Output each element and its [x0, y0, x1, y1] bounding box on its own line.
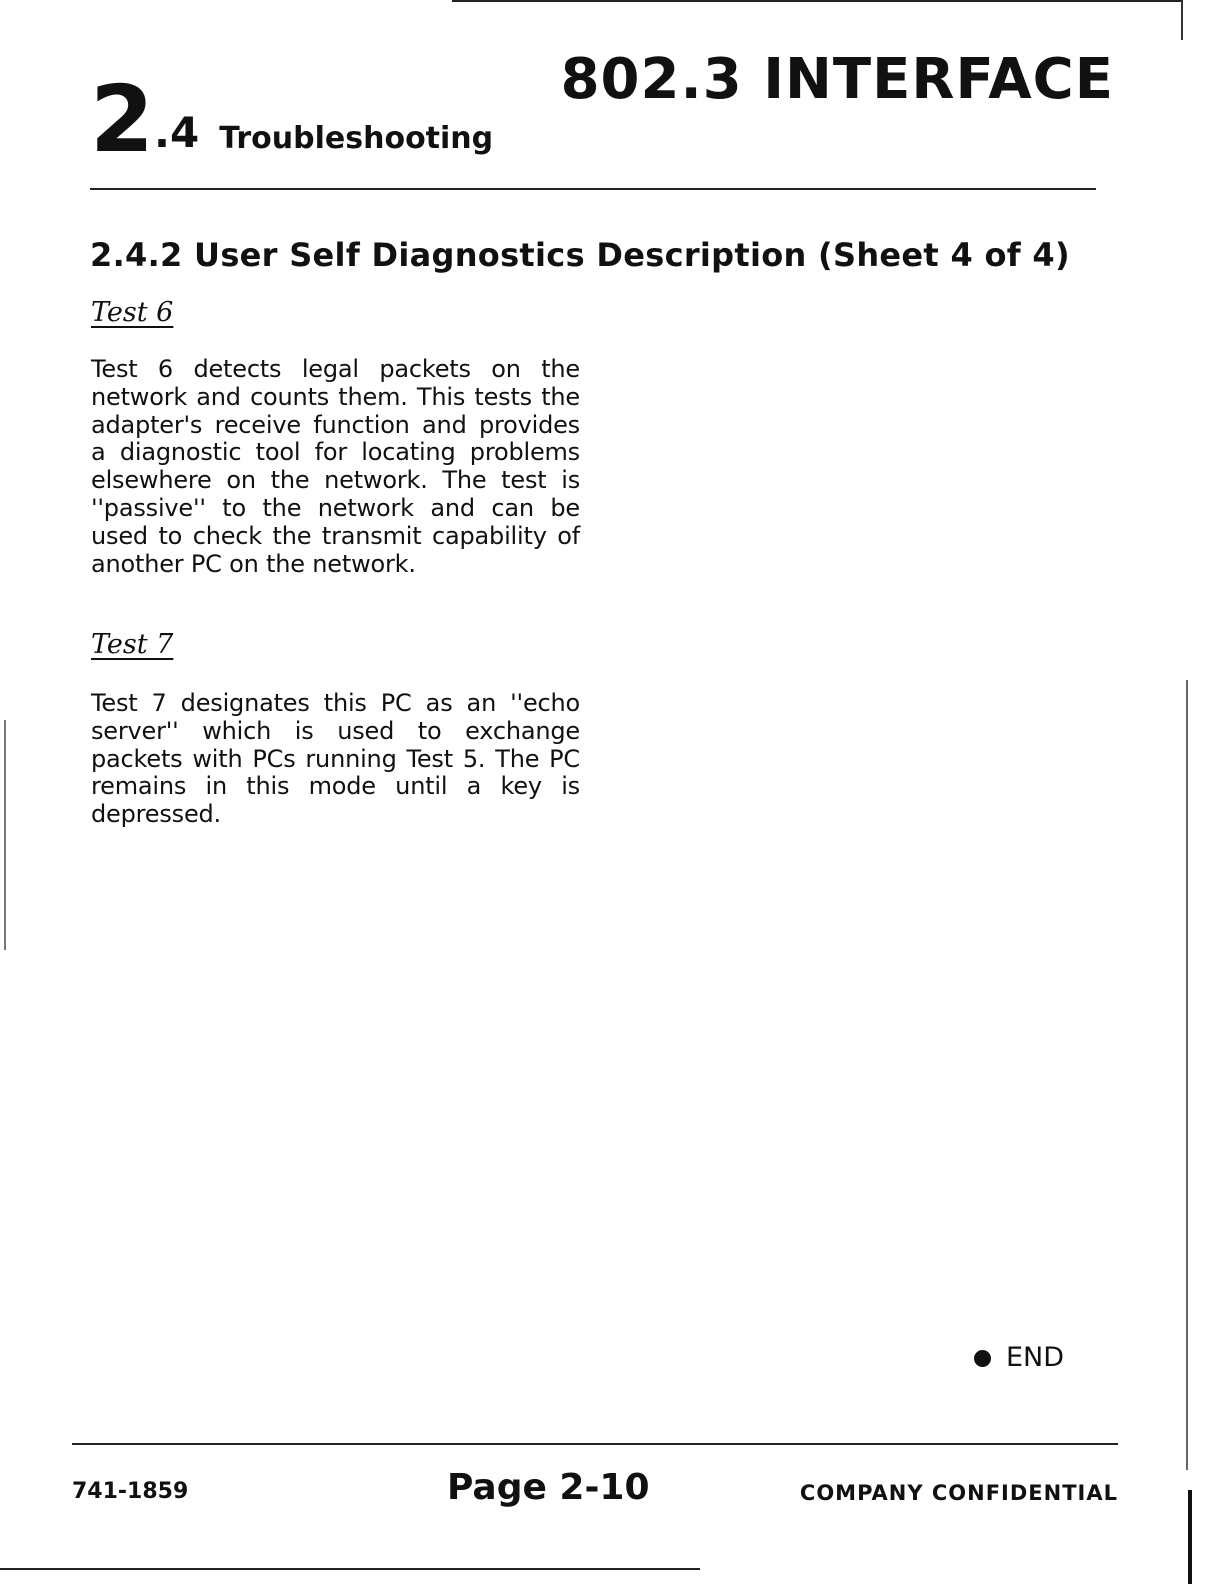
chapter-header: [90, 66, 494, 173]
test-section-7: [91, 628, 580, 662]
footer-divider: [72, 1443, 1118, 1445]
right-scan-edge: [1186, 680, 1188, 1470]
page-number: Page 2-10: [447, 1467, 650, 1508]
top-scan-edge: [452, 0, 1182, 2]
right-scan-edge: [1181, 0, 1183, 40]
right-scan-edge: [1188, 1490, 1192, 1584]
test-heading: Test 7: [91, 629, 174, 660]
document-number: 741-1859: [72, 1479, 189, 1504]
end-label: END: [1006, 1342, 1065, 1373]
document-title: 802.3 INTERFACE: [560, 47, 1114, 112]
test-description: Test 6 detects legal packets on the network and counts them. This tests the adapter's receive function and provides a diagnostic tool for locating problems elsewhere on the network. The test is ''passive'' to the network and can be used to check the transmit capability of another PC on the network.: [91, 355, 580, 578]
section-number: .4: [154, 108, 200, 157]
subsection-heading: 2.4.2 User Self Diagnostics Description (Sheet 4 of 4): [90, 236, 1070, 274]
end-marker: [974, 1342, 1064, 1374]
left-scan-edge: [4, 720, 6, 950]
chapter-number: 2: [90, 66, 153, 173]
section-title: Troubleshooting: [219, 121, 494, 156]
test-section-6: [91, 296, 580, 330]
bottom-scan-edge: [0, 1568, 700, 1570]
test-description: Test 7 designates this PC as an ''echo server'' which is used to exchange packets with PCs running Test 5. The PC remains in this mode until a key is depressed.: [91, 689, 580, 829]
header-divider: [90, 188, 1096, 190]
confidentiality-notice: COMPANY CONFIDENTIAL: [799, 1481, 1118, 1505]
bullet-icon: [974, 1350, 991, 1367]
test-heading: Test 6: [91, 297, 174, 328]
